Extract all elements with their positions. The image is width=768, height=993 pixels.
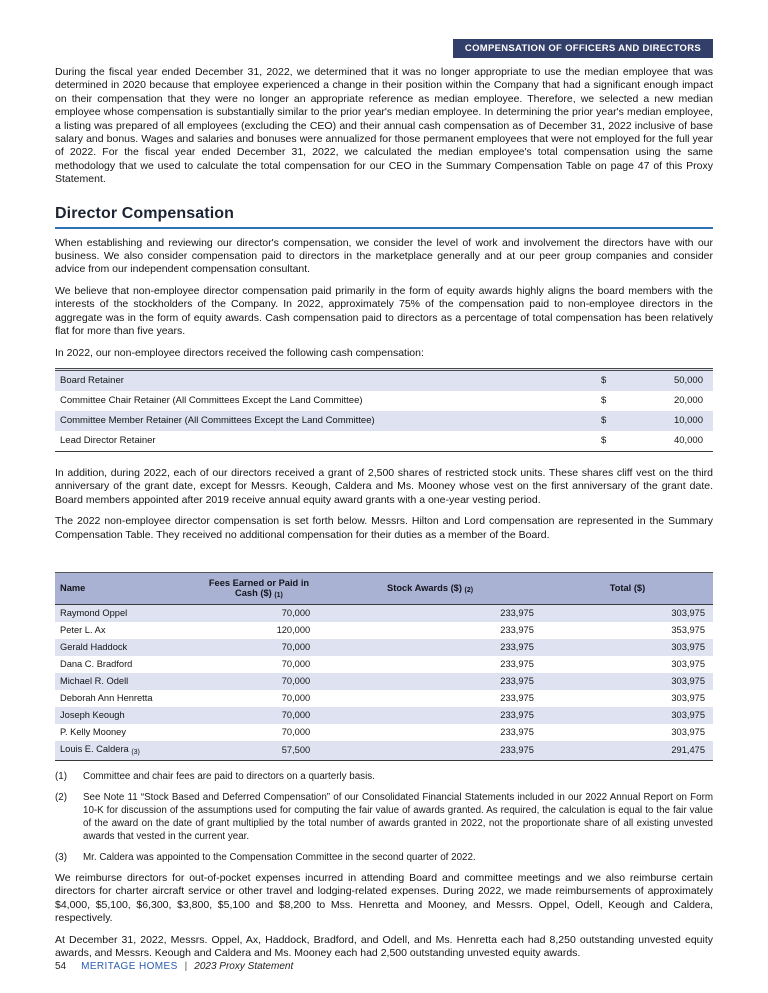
cash-compensation-table bbox=[55, 368, 713, 452]
stock-awards: 233,975 bbox=[500, 745, 534, 756]
document-title: 2023 Proxy Statement bbox=[194, 961, 294, 972]
retainer-amount: 40,000 bbox=[673, 435, 703, 447]
director-name: Deborah Ann Henretta bbox=[60, 693, 153, 704]
total-compensation: 303,975 bbox=[671, 642, 705, 653]
cash-table-row bbox=[55, 391, 713, 411]
director-table-body bbox=[55, 604, 713, 760]
total-compensation: 303,975 bbox=[671, 676, 705, 687]
director-table-header bbox=[55, 572, 713, 604]
stock-awards: 233,975 bbox=[500, 625, 534, 636]
fees-earned: 70,000 bbox=[281, 642, 311, 653]
section-title: Director Compensation bbox=[55, 204, 235, 222]
footnote bbox=[55, 791, 713, 843]
footnote-text: Committee and chair fees are paid to directors on a quarterly basis. bbox=[83, 770, 375, 782]
director-row bbox=[55, 656, 713, 673]
footnote bbox=[55, 851, 713, 864]
currency-symbol: $ bbox=[601, 415, 607, 427]
footnote bbox=[55, 770, 713, 783]
column-footnote-ref: (1) bbox=[274, 591, 283, 599]
stock-awards: 233,975 bbox=[500, 693, 534, 704]
total-compensation: 353,975 bbox=[671, 625, 705, 636]
intro-paragraph: During the fiscal year ended December 31, 2022, we determined that it was no longer appropriate to use the median employee that was determined in 2020 because that employee experienced a change in their position within the Company that had a significant enough impact on their compensation that they were no longer an appropriate reference as median employee. Therefore, we selected a new median employee whose compensation is substantially similar to the prior year's median employee. In determining the prior year's median employee, a listing was prepared of all employees (excluding the CEO) and their annual cash compensation as of December 31, 2022 inclusive of base salary and bonus. Wages and salaries and bonuses were annualized for those permanent employees that were not employed for the full year of 2022. For the fiscal year ended December 31, 2022, we calculated the median employee's total compensation using the same methodology that we used to calculate the total compensation for our CEO in the Summary Compensation Table on page 47 of this Proxy Statement. bbox=[55, 66, 713, 186]
stock-awards: 233,975 bbox=[500, 727, 534, 738]
footnotes bbox=[55, 770, 713, 864]
footnote-text: See Note 11 “Stock Based and Deferred Compensation” of our Consolidated Financial Statements included in our 2022 Annual Report on Form 10-K for discussion of the assumptions used for computing the fair value of awards granted. As required, the calculation is equal to the fair value of the award on the date of grant multiplied by the total number of awards granted in 2022, not the proportionate share of all existing unvested awards that vested in the current year. bbox=[83, 791, 713, 842]
retainer-label: Committee Chair Retainer (All Committees Except the Land Committee) bbox=[60, 395, 363, 407]
director-row bbox=[55, 741, 713, 761]
director-name: Louis E. Caldera $_{(3)}$ bbox=[60, 744, 140, 757]
fees-earned: 70,000 bbox=[281, 608, 311, 619]
column-header: Fees Earned or Paid in Cash ($) (1) bbox=[200, 572, 318, 604]
retainer-label: Committee Member Retainer (All Committees Except the Land Committee) bbox=[60, 415, 375, 427]
cash-comp-lead-in: In 2022, our non-employee directors received the following cash compensation: bbox=[55, 346, 424, 359]
director-name: Dana C. Bradford bbox=[60, 659, 133, 670]
closing-paragraph: At December 31, 2022, Messrs. Oppel, Ax, Haddock, Bradford, and Odell, and Ms. Henretta each had 8,250 outstanding unvested equity awards, and Messrs. Keough and Caldera and Ms. Mooney each had 2,500 outstanding unvested equity awards. bbox=[55, 933, 713, 959]
footnote-marker: (1) bbox=[55, 770, 67, 782]
director-row bbox=[55, 673, 713, 690]
director-compensation-table bbox=[55, 572, 713, 761]
director-name: P. Kelly Mooney bbox=[60, 727, 126, 738]
total-compensation: 291,475 bbox=[671, 745, 705, 756]
footnote-marker: (3) bbox=[55, 851, 67, 863]
column-header: Total ($) bbox=[542, 572, 713, 604]
director-table-header-row bbox=[55, 572, 713, 604]
retainer-label: Lead Director Retainer bbox=[60, 435, 156, 447]
cash-table-row bbox=[55, 369, 713, 391]
total-compensation: 303,975 bbox=[671, 608, 705, 619]
total-compensation: 303,975 bbox=[671, 710, 705, 721]
closing-paragraph: We reimburse directors for out-of-pocket expenses incurred in attending Board and committee meetings and we also reimburse certain directors for charter aircraft service or other travel and lodging-related expenses. During 2022, we made reimbursements of approximately $4,000, $5,100, $6,300, $3,800, $5,100 and $8,200 to Mss. Henretta and Mooney, and Messrs. Oppel, Odell, Keough and Caldera, respectively. bbox=[55, 871, 713, 925]
name-footnote-ref: (3) bbox=[131, 749, 140, 757]
equity-grant-paragraph: In addition, during 2022, each of our directors received a grant of 2,500 shares of restricted stock units. These shares cliff vest on the third anniversary of the grant date, except for Messrs. Keough, Caldera and Ms. Mooney whose vest on the first anniversary of the grant date. Board members appointed after 2019 receive annual equity award grants with a one-year vesting period. bbox=[55, 466, 713, 506]
cash-table-row bbox=[55, 431, 713, 452]
fees-earned: 70,000 bbox=[281, 676, 311, 687]
column-footnote-ref: (2) bbox=[464, 586, 474, 594]
footer-separator: | bbox=[184, 961, 188, 972]
page-footer bbox=[55, 961, 293, 972]
page-header bbox=[55, 38, 713, 57]
total-compensation: 303,975 bbox=[671, 659, 705, 670]
director-row bbox=[55, 604, 713, 622]
director-name: Raymond Oppel bbox=[60, 608, 128, 619]
director-table-intro-paragraph: The 2022 non-employee director compensation is set forth below. Messrs. Hilton and Lord compensation are represented in the Summary Compensation Table. They received no additional compensation for their duties as a member of the Board. bbox=[55, 515, 713, 541]
total-compensation: 303,975 bbox=[671, 727, 705, 738]
stock-awards: 233,975 bbox=[500, 659, 534, 670]
currency-symbol: $ bbox=[601, 375, 607, 387]
cash-compensation-table-body bbox=[55, 369, 713, 451]
company-name: MERITAGE HOMES bbox=[81, 961, 178, 972]
director-row bbox=[55, 707, 713, 724]
retainer-amount: 20,000 bbox=[673, 395, 703, 407]
footnote-marker: (2) bbox=[55, 791, 67, 803]
closing-paragraphs bbox=[55, 872, 713, 960]
stock-awards: 233,975 bbox=[500, 676, 534, 687]
fees-earned: 120,000 bbox=[276, 625, 311, 636]
director-name: Peter L. Ax bbox=[60, 625, 106, 636]
director-row bbox=[55, 639, 713, 656]
stock-awards: 233,975 bbox=[500, 642, 534, 653]
section-title-rule bbox=[55, 227, 713, 229]
fees-earned: 70,000 bbox=[281, 710, 311, 721]
cash-table-row bbox=[55, 411, 713, 431]
director-row bbox=[55, 690, 713, 707]
stock-awards: 233,975 bbox=[500, 710, 534, 721]
director-name: Joseph Keough bbox=[60, 710, 125, 721]
director-name: Gerald Haddock bbox=[60, 642, 128, 653]
fees-earned: 57,500 bbox=[281, 745, 311, 756]
column-header: Name bbox=[55, 572, 200, 604]
section-badge: COMPENSATION OF OFFICERS AND DIRECTORS bbox=[453, 39, 713, 58]
fees-earned: 70,000 bbox=[281, 659, 311, 670]
fees-earned: 70,000 bbox=[281, 693, 311, 704]
director-row bbox=[55, 622, 713, 639]
director-name: Michael R. Odell bbox=[60, 676, 129, 687]
column-header: Stock Awards ($) (2) bbox=[318, 572, 542, 604]
stock-awards: 233,975 bbox=[500, 608, 534, 619]
total-compensation: 303,975 bbox=[671, 693, 705, 704]
retainer-label: Board Retainer bbox=[60, 375, 124, 387]
fees-earned: 70,000 bbox=[281, 727, 311, 738]
currency-symbol: $ bbox=[601, 435, 607, 447]
director-row bbox=[55, 724, 713, 741]
retainer-amount: 50,000 bbox=[673, 375, 703, 387]
retainer-amount: 10,000 bbox=[673, 415, 703, 427]
director-comp-paragraph-2: We believe that non-employee director compensation paid primarily in the form of equity awards highly aligns the board members with the interests of the stockholders of the Company. In 2022, approximately 75% of the compensation paid to non-employee directors in the aggregate was in the form of equity awards. Cash compensation paid to directors as a percentage of total compensation has been relatively flat for more than five years. bbox=[55, 284, 713, 338]
director-comp-paragraph-1: When establishing and reviewing our director's compensation, we consider the level of work and involvement the directors have with our business. We also consider compensation paid to directors in the marketplace generally and at our peer group companies and consider advice from our independent compensation consultant. bbox=[55, 236, 713, 276]
currency-symbol: $ bbox=[601, 395, 607, 407]
page-number: 54 bbox=[55, 961, 67, 972]
footnote-text: Mr. Caldera was appointed to the Compensation Committee in the second quarter of 2022. bbox=[83, 851, 476, 863]
